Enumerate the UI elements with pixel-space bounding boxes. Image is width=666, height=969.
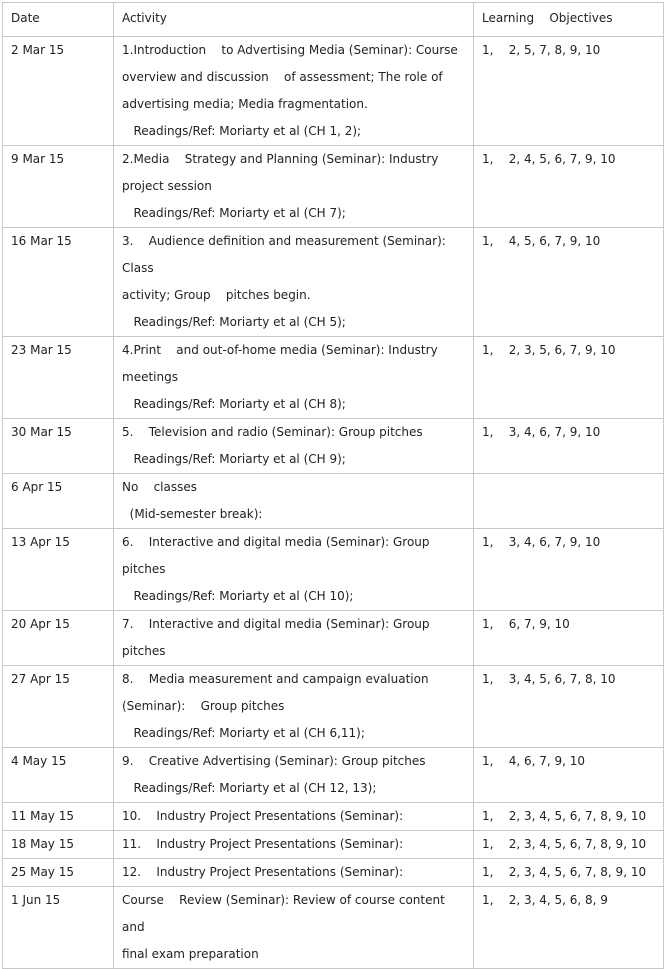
header-row: [3, 3, 664, 37]
date-cell: 23 Mar 15: [3, 337, 114, 419]
activity-line: advertising media; Media fragmentation.: [122, 97, 368, 111]
date-cell: 9 Mar 15: [3, 146, 114, 228]
activity-line: Readings/Ref: Moriarty et al (CH 9);: [122, 452, 346, 466]
table-row: [3, 529, 664, 611]
schedule-body: [3, 37, 664, 969]
date-cell: 6 Apr 15: [3, 474, 114, 529]
activity-line: activity; Group pitches begin.: [122, 288, 311, 302]
objectives-cell: 1, 2, 3, 5, 6, 7, 9, 10: [474, 337, 664, 419]
activity-line: 4.Print and out-of-home media (Seminar): Industry: [122, 343, 438, 357]
objectives-cell: 1, 4, 6, 7, 9, 10: [474, 748, 664, 803]
activity-cell: [114, 831, 474, 859]
activity-line: 3. Audience definition and measurement (Seminar): Class: [122, 234, 450, 275]
activity-line: meetings: [122, 370, 178, 384]
activity-line: 12. Industry Project Presentations (Seminar):: [122, 865, 404, 879]
activity-cell: [114, 887, 474, 969]
objectives-cell: 1, 2, 3, 4, 5, 6, 7, 8, 9, 10: [474, 859, 664, 887]
activity-line: pitches: [122, 562, 166, 576]
objectives-cell: 1, 6, 7, 9, 10: [474, 611, 664, 666]
date-cell: 1 Jun 15: [3, 887, 114, 969]
activity-line: Readings/Ref: Moriarty et al (CH 8);: [122, 397, 346, 411]
activity-cell: [114, 228, 474, 337]
date-cell: 13 Apr 15: [3, 529, 114, 611]
activity-line: final exam preparation: [122, 947, 259, 961]
date-cell: 18 May 15: [3, 831, 114, 859]
activity-line: Readings/Ref: Moriarty et al (CH 1, 2);: [122, 124, 362, 138]
table-row: [3, 748, 664, 803]
objectives-cell: 1, 3, 4, 6, 7, 9, 10: [474, 529, 664, 611]
activity-cell: [114, 37, 474, 146]
activity-line: Readings/Ref: Moriarty et al (CH 7);: [122, 206, 346, 220]
activity-line: Readings/Ref: Moriarty et al (CH 6,11);: [122, 726, 365, 740]
activity-cell: [114, 859, 474, 887]
activity-line: overview and discussion of assessment; The role of: [122, 70, 443, 84]
objectives-cell: 1, 2, 3, 4, 5, 6, 7, 8, 9, 10: [474, 831, 664, 859]
activity-cell: [114, 474, 474, 529]
activity-line: 8. Media measurement and campaign evaluation: [122, 672, 429, 686]
header-activity: Activity: [114, 3, 474, 37]
table-row: [3, 228, 664, 337]
activity-cell: [114, 803, 474, 831]
objectives-cell: 1, 3, 4, 6, 7, 9, 10: [474, 419, 664, 474]
header-objectives: Learning Objectives: [474, 3, 664, 37]
activity-line: Readings/Ref: Moriarty et al (CH 12, 13);: [122, 781, 377, 795]
activity-cell: [114, 611, 474, 666]
table-row: [3, 611, 664, 666]
activity-line: Readings/Ref: Moriarty et al (CH 5);: [122, 315, 346, 329]
activity-line: 11. Industry Project Presentations (Seminar):: [122, 837, 404, 851]
activity-line: project session: [122, 179, 212, 193]
date-cell: 11 May 15: [3, 803, 114, 831]
date-cell: 2 Mar 15: [3, 37, 114, 146]
date-cell: 25 May 15: [3, 859, 114, 887]
table-row: [3, 37, 664, 146]
activity-line: 6. Interactive and digital media (Seminar): Group: [122, 535, 430, 549]
objectives-cell: 1, 3, 4, 5, 6, 7, 8, 10: [474, 666, 664, 748]
objectives-cell: 1, 2, 3, 4, 5, 6, 7, 8, 9, 10: [474, 803, 664, 831]
activity-line: (Seminar): Group pitches: [122, 699, 285, 713]
activity-line: 9. Creative Advertising (Seminar): Group pitches: [122, 754, 426, 768]
objectives-cell: 1, 4, 5, 6, 7, 9, 10: [474, 228, 664, 337]
activity-cell: [114, 419, 474, 474]
table-row: [3, 474, 664, 529]
table-row: [3, 666, 664, 748]
activity-cell: [114, 529, 474, 611]
objectives-cell: 1, 2, 3, 4, 5, 6, 8, 9: [474, 887, 664, 969]
objectives-cell: 1, 2, 4, 5, 6, 7, 9, 10: [474, 146, 664, 228]
activity-line: (Mid-semester break):: [122, 507, 263, 521]
activity-cell: [114, 666, 474, 748]
activity-line: 2.Media Strategy and Planning (Seminar): Industry: [122, 152, 439, 166]
activity-line: Course Review (Seminar): Review of course content and: [122, 893, 449, 934]
date-cell: 27 Apr 15: [3, 666, 114, 748]
activity-line: No classes: [122, 480, 197, 494]
date-cell: 30 Mar 15: [3, 419, 114, 474]
activity-line: 1.Introduction to Advertising Media (Seminar): Course: [122, 43, 458, 57]
table-row: [3, 859, 664, 887]
table-row: [3, 419, 664, 474]
activity-cell: [114, 337, 474, 419]
table-row: [3, 337, 664, 419]
table-row: [3, 803, 664, 831]
objectives-cell: 1, 2, 5, 7, 8, 9, 10: [474, 37, 664, 146]
activity-line: 7. Interactive and digital media (Seminar): Group pitches: [122, 617, 434, 658]
table-row: [3, 831, 664, 859]
objectives-cell: [474, 474, 664, 529]
table-row: [3, 146, 664, 228]
activity-line: 5. Television and radio (Seminar): Group pitches: [122, 425, 423, 439]
activity-line: Readings/Ref: Moriarty et al (CH 10);: [122, 589, 354, 603]
header-date: Date: [3, 3, 114, 37]
activity-cell: [114, 146, 474, 228]
date-cell: 16 Mar 15: [3, 228, 114, 337]
date-cell: 4 May 15: [3, 748, 114, 803]
schedule-table: [2, 2, 664, 969]
activity-line: 10. Industry Project Presentations (Seminar):: [122, 809, 404, 823]
activity-cell: [114, 748, 474, 803]
table-row: [3, 887, 664, 969]
date-cell: 20 Apr 15: [3, 611, 114, 666]
